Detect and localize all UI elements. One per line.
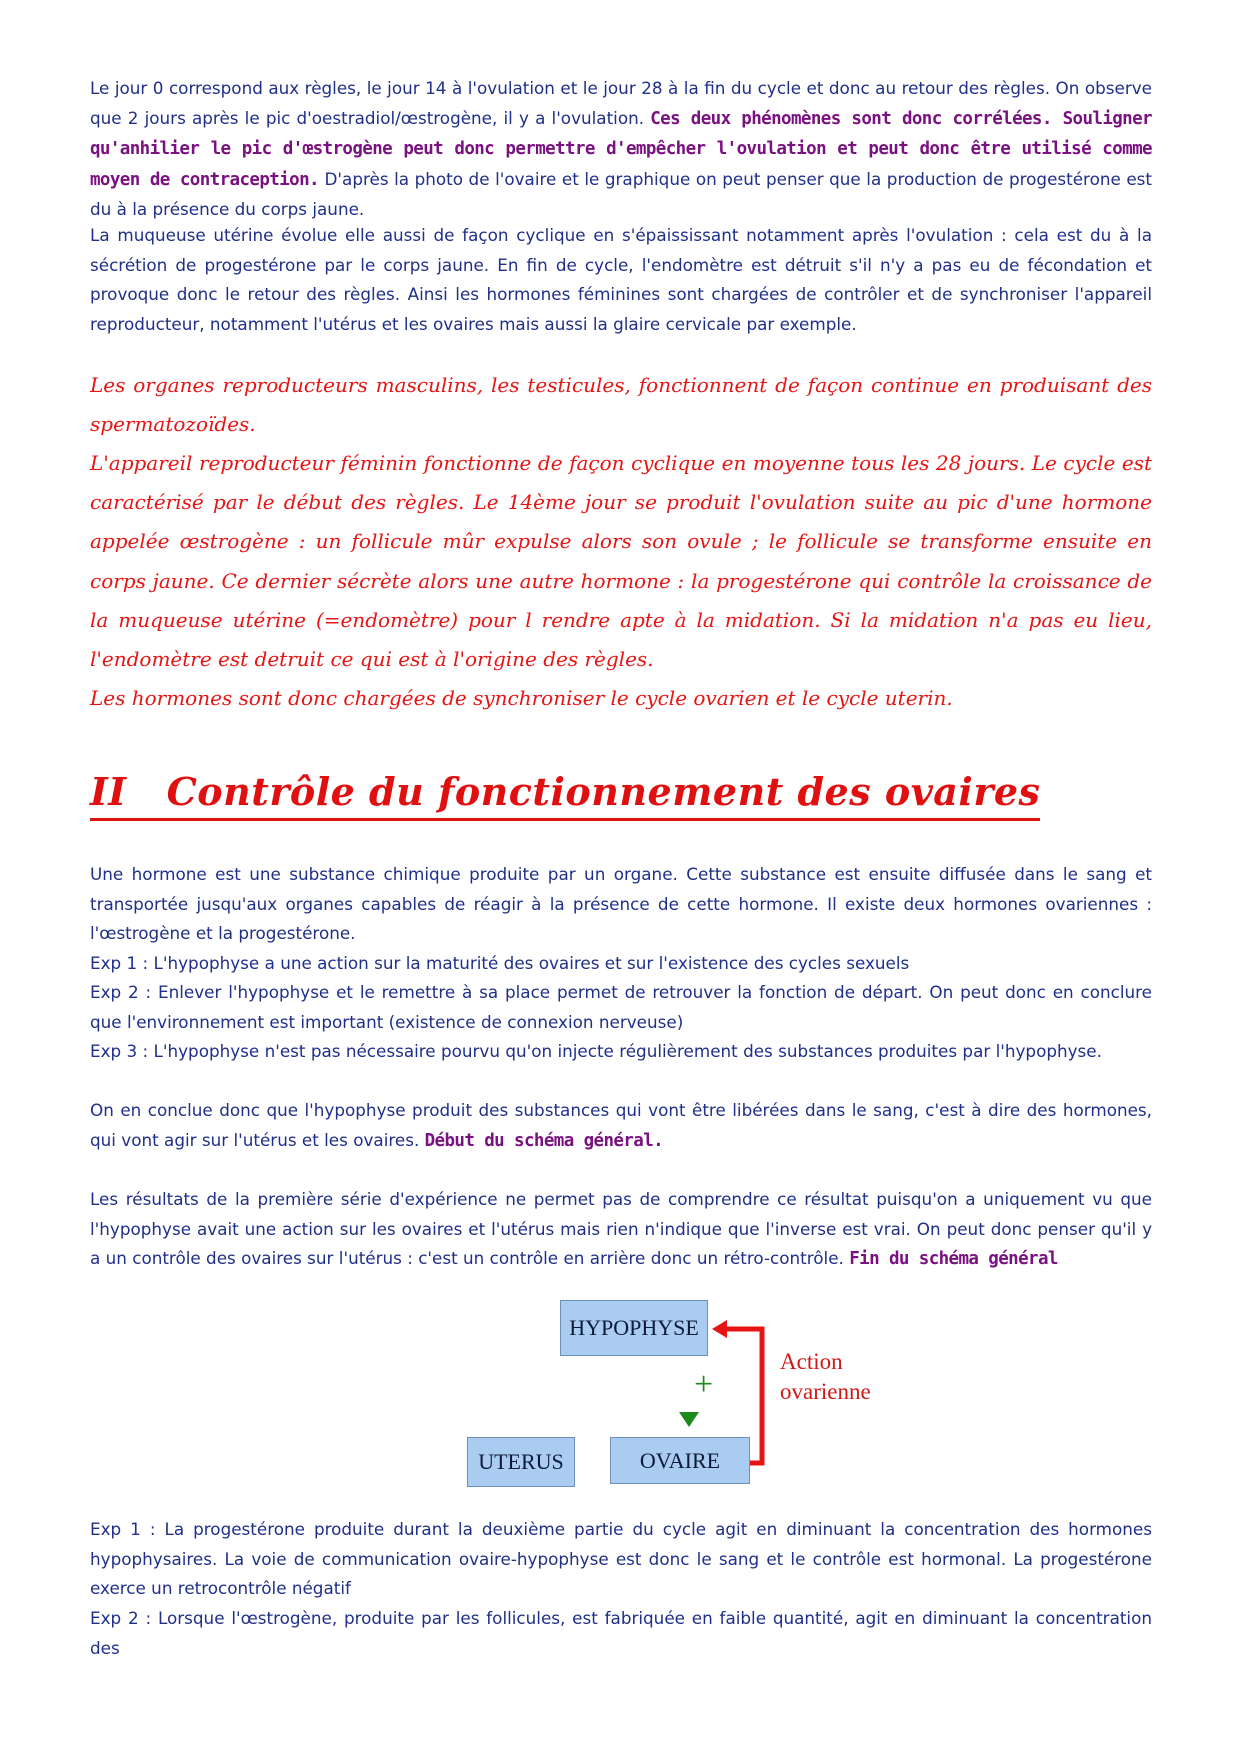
text-segment: D'après la photo de l'ovaire et le graphique on peut penser que la production de progestérone est du à la présence du corps jaune. (90, 168, 1152, 219)
experiment-1-progesterone: Exp 1 : La progestérone produite durant la deuxième partie du cycle agit en diminuant la concentration des hormones hypophysaires. La voie de communication ovaire-hypophyse est donc le sang et le contrôle est hormonal. La progestérone exerce un retrocontrôle négatif (90, 1519, 1152, 1598)
handwritten-summary-female: L'appareil reproducteur féminin fonctionne de façon cyclique en moyenne tous les 28 jours. Le cycle est caractérisé par le début des règles. Le 14ème jour se produit l'ovulation suite au pic d'une hormone appelée œstrogène : un follicule mûr expulse alors son ovule ; le follicule se transforme ensuite en corps jaune. Ce dernier sécrète alors une autre hormone : la progestérone qui contrôle la croissance de la muqueuse utérine (=endomètre) pour l rendre apte à la midation. Si la midation n'a pas eu lieu, l'endomètre est detruit ce qui est à l'origine des règles. (90, 451, 1152, 672)
ovaire-box: OVAIRE (610, 1437, 750, 1484)
red-arrow-head-icon (712, 1320, 727, 1338)
paragraph-hormone-definition: Une hormone est une substance chimique produite par un organe. Cette substance est ensuite diffusée dans le sang et transportée jusqu'aux organes capables de réagir à la présence de cette hormone. Il existe deux hormones ovariennes : l'œstrogène et la progestérone. (90, 864, 1152, 943)
handwritten-summary-hormones: Les hormones sont donc chargées de synchroniser le cycle ovarien et le cycle uterin. (90, 686, 953, 710)
red-feedback-arrow-line (722, 1329, 762, 1463)
action-label-line2: ovarienne (780, 1379, 871, 1404)
hypophyse-box: HYPOPHYSE (560, 1300, 708, 1356)
experiment-1: Exp 1 : L'hypophyse a une action sur la maturité des ovaires et sur l'existence des cycles sexuels (90, 953, 910, 973)
handwritten-summary-male: Les organes reproducteurs masculins, les testicules, fonctionnent de façon continue en produisant des spermatozoïdes. (90, 373, 1152, 437)
highlight-text: Ces deux phénomènes sont donc corrélées. Souligner qu'anhilier le pic d'œstrogène peut donc permettre d'empêcher l'ovulation et peut donc être utilisé comme moyen de contraception. (90, 108, 1152, 190)
section-title: Contrôle du fonctionnement des ovaires (166, 769, 1041, 814)
section-number: II (90, 769, 127, 814)
text-segment: Le jour 0 correspond aux règles, le jour 14 à l'ovulation et le jour 28 à la fin du cycle et donc au retour des règles. On observe que 2 jours après le pic d'oestradiol/œstrogène, il y a l'ovulation. (90, 78, 1152, 128)
experiment-2: Exp 2 : Enlever l'hypophyse et le remettre à sa place permet de retrouver la fonction de départ. On peut donc en conclure que l'environnement est important (existence de connexion nerveuse) (90, 982, 1152, 1032)
highlight-text: Fin du schéma général (849, 1249, 1058, 1269)
text-segment: On en conclue donc que l'hypophyse produit des substances qui vont être libérées dans le sang, c'est à dire des hormones, qui vont agir sur l'utérus et les ovaires. (90, 1100, 1152, 1150)
text-segment: Les résultats de la première série d'expérience ne permet pas de comprendre ce résultat puisqu'on a uniquement vu que l'hypophyse avait une action sur les ovaires et l'utérus mais rien n'indique que l'inverse est vrai. On peut donc penser qu'il y a un contrôle des ovaires sur l'utérus : c'est un contrôle en arrière donc un rétro-contrôle. (90, 1189, 1152, 1268)
paragraph-muqueuse: La muqueuse utérine évolue elle aussi de façon cyclique en s'épaississant notamment après l'ovulation : cela est du à la sécrétion de progestérone par le corps jaune. En fin de cycle, l'endomètre est détruit s'il n'y a pas eu de fécondation et provoque donc le retour des règles. Ainsi les hormones féminines sont chargées de contrôler et de synchroniser l'appareil reproducteur, notamment l'utérus et les ovaires mais aussi la glaire cervicale par exemple. (90, 225, 1152, 334)
experiment-2-oestrogene: Exp 2 : Lorsque l'œstrogène, produite par les follicules, est fabriquée en faible quantité, agit en diminuant la concentration des (90, 1608, 1152, 1658)
experiment-3: Exp 3 : L'hypophyse n'est pas nécessaire pourvu qu'on injecte régulièrement des substances produites par l'hypophyse. (90, 1041, 1102, 1061)
uterus-box: UTERUS (467, 1437, 575, 1487)
plus-sign: + (694, 1366, 714, 1403)
green-arrow-icon (679, 1412, 699, 1427)
action-label-line1: Action (780, 1349, 843, 1374)
highlight-text: Début du schéma général. (424, 1130, 664, 1151)
